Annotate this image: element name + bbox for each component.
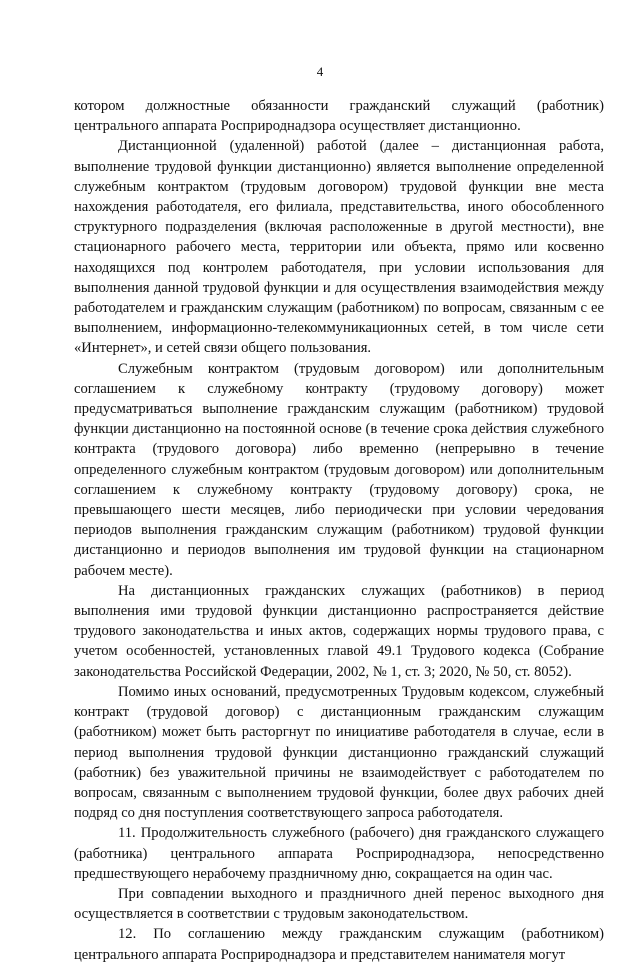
paragraph-remote-work-definition: Дистанционной (удаленной) работой (далее – дистанционная работа, выполнение трудовой функции дистанционно) является выполнение определенной служебным контрактом (трудовым договором) трудовой функции вне места нахождения работодателя, его филиала, представительства, иного обособленного структурного подразделения (включая расположенные в другой местности), вне стационарного рабочего места, территории или объекта, прямо или косвенно находящихся под контролем работодателя, при условии использования для выполнения данной трудовой функции и для осуществления взаимодействия между работодателем и гражданским служащим (работником) по вопросам, связанным с ее выполнением, информационно-телекоммуникационных сетей, в том числе сети «Интернет», и сетей связи общего пользования. (74, 138, 604, 357)
paragraph-termination: Помимо иных оснований, предусмотренных Трудовым кодексом, служебный контракт (трудовой договор) с дистанционным гражданским служащим (работником) может быть расторгнут по инициативе работодателя в случае, если в период выполнения трудовой функции дистанционно гражданский служащий (работник) без уважительной причины не взаимодействует с работодателем по вопросам, связанным с выполнением трудовой функции, более двух рабочих дней подряд со дня поступления соответствующего запроса работодателя. (74, 683, 604, 822)
paragraph-service-contract: Служебным контрактом (трудовым договором) или дополнительным соглашением к служебному контракту (трудовому договору) может предусматриваться выполнение гражданским служащим (работником) трудовой функции дистанционно на постоянной основе (в течение срока действия служебного контракта (трудового договора) либо временно (непрерывно в течение определенного служебным контрактом (трудовым договором) или дополнительным соглашением к служебному контракту (трудовому договору) срока, не превышающего шести месяцев, либо периодически при условии чередования периодов выполнения гражданским служащим (работником) трудовой функции дистанционно и периодов выполнения им трудовой функции на стационарном рабочем месте). (74, 360, 604, 579)
paragraph-holiday-transfer: При совпадении выходного и праздничного дней перенос выходного дня осуществляется в соответствии с трудовым законодательством. (74, 885, 604, 923)
paragraph-labor-law: На дистанционных гражданских служащих (работников) в период выполнения ими трудовой функции дистанционно распространяется действие трудового законодательства и иных актов, содержащих нормы трудового права, с учетом особенностей, установленных главой 49.1 Трудового кодекса (Собрание законодательства Российской Федерации, 2002, № 1, ст. 3; 2020, № 50, ст. 8052). (74, 582, 604, 680)
paragraph-item-11: 11. Продолжительность служебного (рабочего) дня гражданского служащего (работника) центрального аппарата Росприроднадзора, непосредственно предшествующего нерабочему праздничному дню, сокращается на один час. (74, 825, 604, 882)
paragraph-continuation: котором должностные обязанности гражданский служащий (работник) центрального аппарата Росприроднадзора осуществляет дистанционно. (74, 98, 604, 135)
page-number: 4 (316, 64, 324, 79)
document-body (74, 96, 604, 965)
paragraph-item-12: 12. По соглашению между гражданским служащим (работником) центрального аппарата Росприроднадзора и представителем нанимателя могут (74, 926, 604, 963)
